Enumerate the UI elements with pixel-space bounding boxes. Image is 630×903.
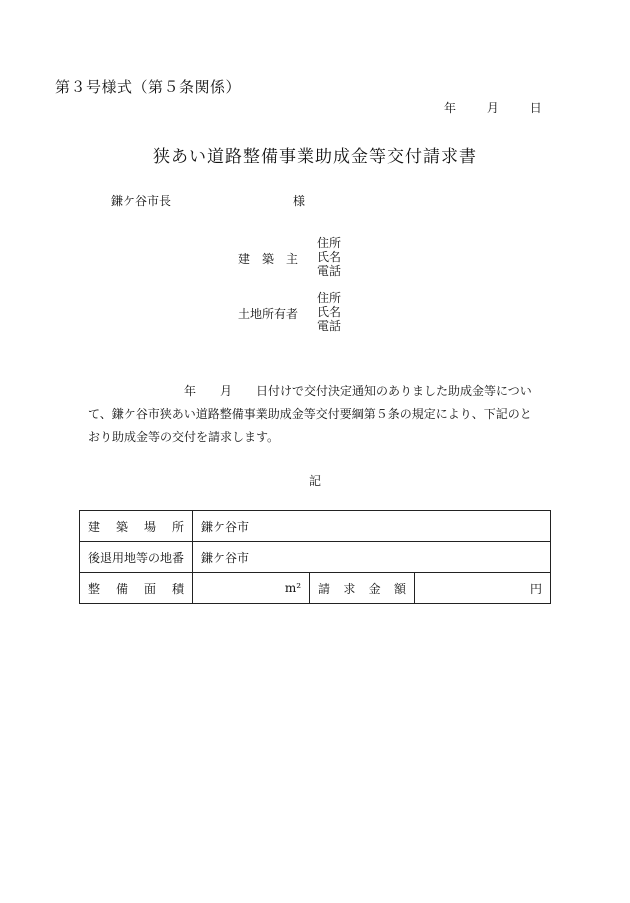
applicant-label: 建 築 主 [238, 252, 299, 266]
request-amount-label [310, 573, 415, 604]
landowner-address-label: 住所 [317, 291, 342, 305]
building-site-label [80, 511, 193, 542]
setback-lot-number-label: 後退用地等の地番 [80, 542, 193, 573]
label-char: 所 [172, 519, 185, 534]
setback-lot-number-value: 鎌ケ谷市 [193, 542, 551, 573]
document-title: 狭あい道路整備事業助成金等交付請求書 [153, 147, 477, 167]
landowner-phone-label: 電話 [317, 319, 342, 333]
label-char: 請 [318, 581, 331, 596]
addressee-name: 鎌ケ谷市長 [111, 194, 172, 208]
label-char: 面 [144, 581, 157, 596]
applicant-name-label: 氏名 [317, 250, 342, 264]
request-body-text: 年 月 日付けで交付決定通知のありました助成金等について、鎌ケ谷市狭あい道路整備事業助成金等交付要綱第５条の規定により、下記のとおり助成金等の交付を請求します。 [88, 384, 532, 444]
date-day: 日 [529, 101, 542, 115]
label-char: 求 [343, 581, 356, 596]
landowner-label: 土地所有者 [238, 307, 299, 321]
table-row [80, 542, 551, 573]
maintenance-area-value: m² [193, 573, 310, 604]
details-table [79, 510, 551, 604]
request-amount-value: 円 [415, 573, 551, 604]
form-number-label: 第３号様式（第５条関係） [55, 78, 242, 96]
date-line [444, 99, 542, 116]
table-row [80, 511, 551, 542]
label-char: 場 [144, 519, 157, 534]
date-month: 月 [486, 101, 499, 115]
landowner-name-label: 氏名 [317, 305, 342, 319]
maintenance-area-label [80, 573, 193, 604]
building-site-value: 鎌ケ谷市 [193, 511, 551, 542]
applicant-phone-label: 電話 [317, 264, 342, 278]
applicant-fields [317, 236, 341, 278]
table-row [80, 573, 551, 604]
label-char: 築 [116, 519, 129, 534]
label-char: 積 [172, 581, 185, 596]
label-char: 建 [88, 519, 101, 534]
label-char: 額 [394, 581, 407, 596]
label-char: 金 [368, 581, 381, 596]
applicant-address-label: 住所 [317, 236, 342, 250]
landowner-fields [317, 291, 341, 333]
addressee-honorific: 様 [293, 194, 306, 208]
date-year: 年 [444, 101, 457, 115]
label-char: 整 [88, 581, 101, 596]
label-char: 備 [116, 581, 129, 596]
ki-heading: 記 [308, 474, 321, 488]
